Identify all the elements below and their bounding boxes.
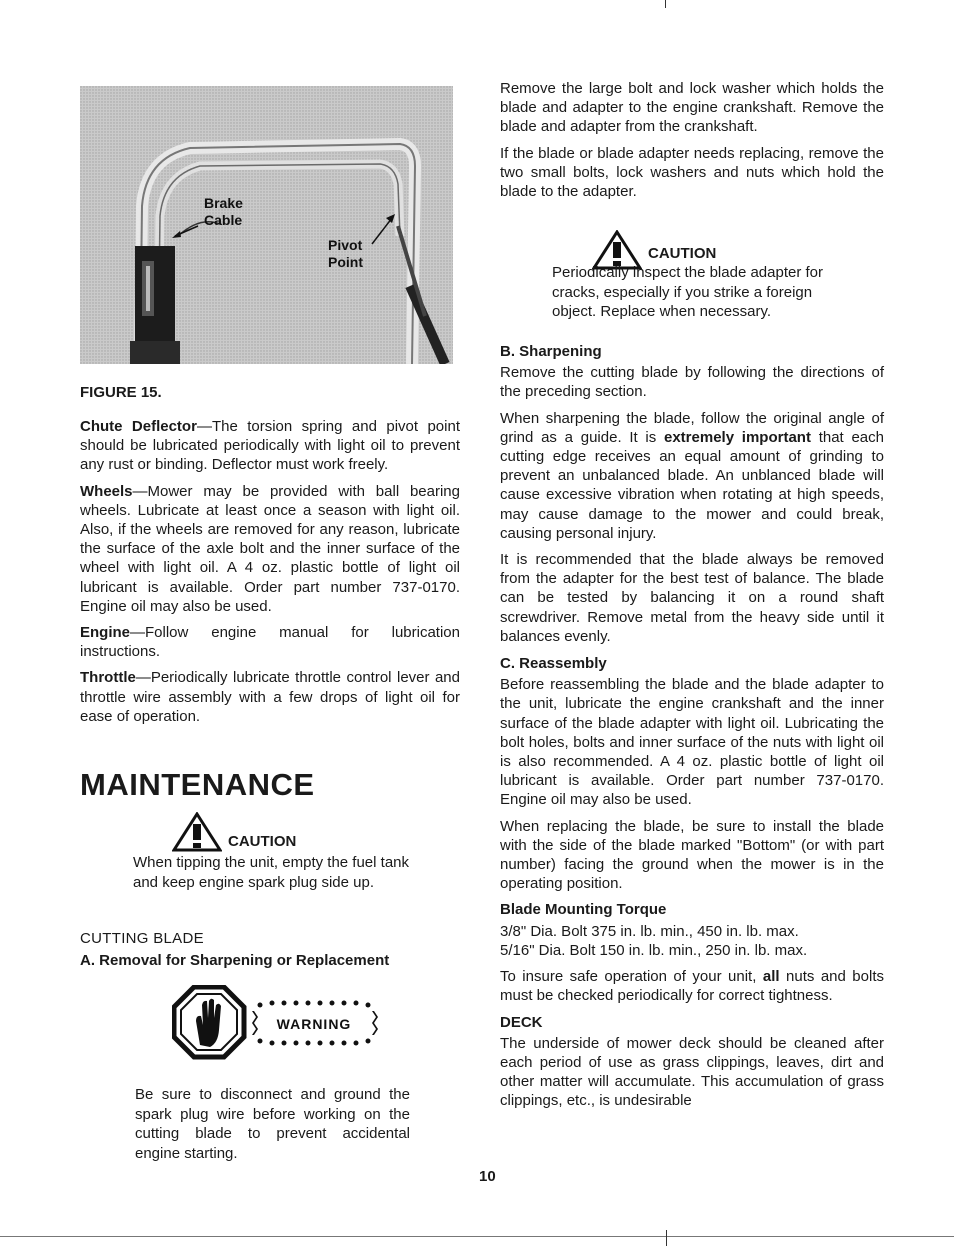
right-top-block xyxy=(500,79,884,208)
right-p2: If the blade or blade adapter needs replacing, remove the two small bolts, lock washers and nuts which hold the blade to the adapter. xyxy=(500,144,884,201)
chute-term: Chute Deflector xyxy=(80,418,197,435)
label-cable: Cable xyxy=(204,212,243,228)
stop-hand-icon xyxy=(174,987,244,1057)
deck-heading: DECK xyxy=(500,1013,543,1031)
right-p7: When replacing the blade, be sure to install the blade with the side of the blade marked "Bottom" (or with part number) facing the ground when the mower is in the operating position. xyxy=(500,817,884,893)
torque-line-2: 5/16" Dia. Bolt 150 in. lb. min., 250 in. lb. max. xyxy=(500,941,808,959)
wheels-text: —Mower may be provided with ball bearing wheels. Lubricate at least once a season with light oil. Also, if the wheels are removed for any reason, lubricate the surface of the axle bolt and the inner surface of the wheel with light oil. A 4 oz. plastic bottle of light oil lubricant is available. Order part number 737-0170. Engine oil may also be used. xyxy=(80,482,460,615)
caution-left xyxy=(172,812,296,852)
label-point: Point xyxy=(328,254,363,270)
right-p5: It is recommended that the blade always be removed from the adapter for the best test of balance. The blade can be tested by balancing it on a round shaft screwdriver. Remove metal from the heavy side until it balances evenly. xyxy=(500,551,884,645)
page-number: 10 xyxy=(479,1168,496,1185)
throttle-term: Throttle xyxy=(80,669,136,687)
caution-left-label: CAUTION xyxy=(228,833,297,850)
top-mark xyxy=(665,0,666,8)
figure-caption: FIGURE 15. xyxy=(80,384,162,401)
cutting-blade-heading: CUTTING BLADE xyxy=(80,930,204,947)
engine-text: —Follow engine manual for lubrication instructions. xyxy=(80,624,460,661)
p4-c: that each cutting edge receives an equal amount of grinding to prevent an unbalanced blade. An unblanced blade will cause excessive vibration when rotating at high speeds, may cause damage to the mower and could break, causing personal injury. xyxy=(500,428,884,542)
chute-paragraph xyxy=(80,417,460,475)
sharpening-heading: B. Sharpening xyxy=(500,343,602,360)
right-p4 xyxy=(500,409,884,543)
p8-emphasis: all xyxy=(762,968,780,986)
caution-right-text: Periodically inspect the blade adapter for cracks, especially if you strike a foreign object. Replace when necessary. xyxy=(552,264,823,320)
caution-triangle-icon xyxy=(172,812,222,852)
caution-right-label: CAUTION xyxy=(648,245,717,262)
reassembly-heading: C. Reassembly xyxy=(500,655,607,673)
bottom-rule xyxy=(0,1236,954,1237)
figure-15-photo xyxy=(80,86,453,364)
p4-a: When sharpening the blade, follow the original angle of grind as a guide. It is xyxy=(500,409,884,446)
bottom-mark xyxy=(666,1230,667,1246)
torque-line-1: 3/8" Dia. Bolt 375 in. lb. min., 450 in. lb. max. xyxy=(500,922,799,940)
right-main-block xyxy=(500,342,884,1118)
maintenance-title: MAINTENANCE xyxy=(80,767,315,802)
engine-term: Engine xyxy=(80,624,131,642)
label-pivot: Pivot xyxy=(328,237,363,253)
wheels-paragraph xyxy=(80,482,460,616)
right-p3: Remove the cutting blade by following the directions of the preceding section. xyxy=(500,364,884,401)
p8-a: To insure safe operation of your unit, xyxy=(500,968,763,986)
chute-text: —The torsion spring and pivot point should be lubricated periodically with light oil to prevent any rust or binding. Deflector must work freely. xyxy=(80,418,460,474)
wheels-term: Wheels xyxy=(80,482,133,500)
right-p8 xyxy=(500,967,884,1005)
p4-emphasis: extremely important xyxy=(664,428,811,446)
warning-label: WARNING xyxy=(276,1016,352,1032)
caution-left-text: When tipping the unit, empty the fuel tank and keep engine spark plug side up. xyxy=(133,854,409,891)
throttle-text: —Periodically lubricate throttle control lever and throttle wire assembly with a few drops of light oil for ease of operation. xyxy=(80,669,460,725)
warning-graphic xyxy=(172,985,387,1070)
removal-heading: A. Removal for Sharpening or Replacement xyxy=(80,952,390,969)
torque-heading: Blade Mounting Torque xyxy=(500,901,667,919)
label-brake: Brake xyxy=(204,195,243,211)
p8-c: nuts and bolts must be checked periodically for correct tightness. xyxy=(500,968,884,1005)
left-column xyxy=(80,417,460,733)
right-p1: Remove the large bolt and lock washer which holds the blade and adapter to the engine crankshaft. Remove the blade and adapter from the crankshaft. xyxy=(500,80,884,136)
engine-paragraph xyxy=(80,623,460,661)
right-p9: The underside of mower deck should be cleaned after each period of use as grass clippings, leaves, dirt and other matter will accumulate. This accumulation of grass clippings, etc., is undesirable xyxy=(500,1034,884,1110)
right-p6: Before reassembling the blade and the blade adapter to the unit, lubricate the engine crankshaft and the inner surface of the blade adapter with light oil. Lubricating the bolt holes, bolts and inner surface of the nuts with light oil is also recommended. A 4 oz. plastic bottle of light oil lubricant is available. Order part number 737-0170. Engine oil may also be used. xyxy=(500,676,884,809)
warning-text: Be sure to disconnect and ground the spark plug wire before working on the cutting blade to prevent accidental engine starting. xyxy=(135,1086,410,1162)
throttle-paragraph xyxy=(80,668,460,726)
